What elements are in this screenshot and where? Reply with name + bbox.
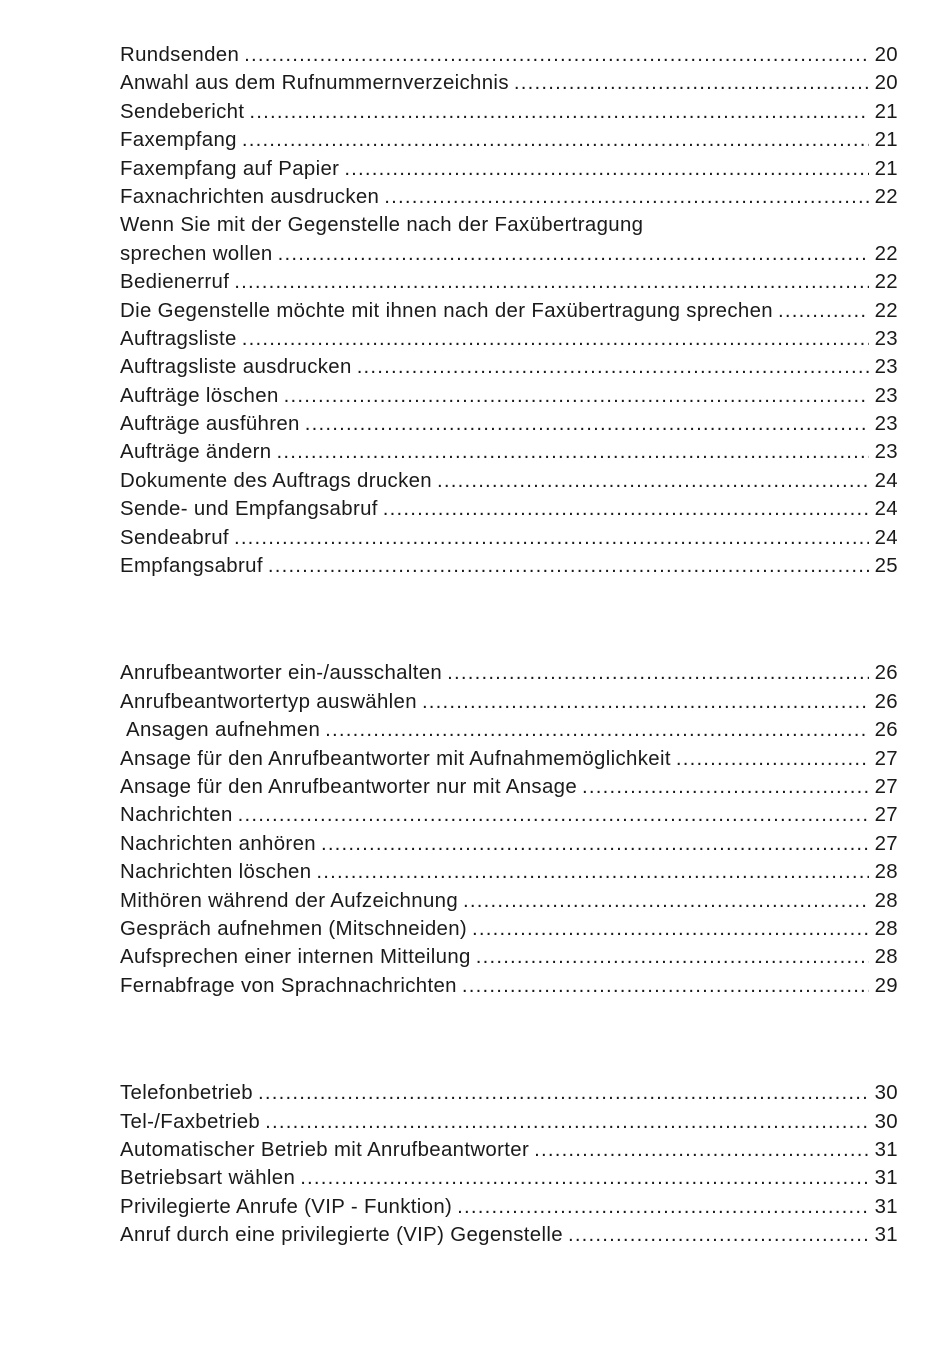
- toc-entry-title: Aufträge löschen: [120, 384, 279, 407]
- table-of-contents: [120, 41, 898, 1249]
- toc-entry-page: 24: [874, 498, 898, 521]
- toc-entry-title: Privilegierte Anrufe (VIP - Funktion): [120, 1195, 453, 1218]
- toc-entry-page: 26: [874, 690, 898, 713]
- toc-entry-page: 20: [874, 72, 898, 95]
- dot-leader: [242, 325, 869, 353]
- toc-section-fax: [120, 41, 898, 580]
- toc-entry-title: Sendebericht: [120, 100, 245, 123]
- toc-entry[interactable]: [120, 972, 898, 1000]
- toc-entry[interactable]: [120, 858, 898, 886]
- toc-entry[interactable]: [120, 410, 898, 438]
- toc-entry-page: 31: [874, 1167, 898, 1190]
- toc-entry-page: 28: [874, 889, 898, 912]
- toc-entry-title: Tel-/Faxbetrieb: [120, 1110, 261, 1133]
- toc-entry[interactable]: [120, 745, 898, 773]
- dot-leader: [383, 495, 869, 523]
- toc-entry[interactable]: [120, 41, 898, 69]
- toc-entry[interactable]: [120, 915, 898, 943]
- dot-leader: [234, 524, 869, 552]
- toc-entry-title: Anruf durch eine privilegierte (VIP) Gegenstelle: [120, 1224, 563, 1247]
- toc-entry[interactable]: [120, 467, 898, 495]
- toc-entry-title: Aufträge ändern: [120, 441, 272, 464]
- toc-section-answering-machine: [120, 659, 898, 1000]
- toc-entry-page: 31: [874, 1224, 898, 1247]
- toc-entry[interactable]: [120, 1079, 898, 1107]
- toc-entry-title: Telefonbetrieb: [120, 1082, 253, 1105]
- toc-entry[interactable]: [120, 524, 898, 552]
- toc-entry[interactable]: [120, 1164, 898, 1192]
- toc-entry-title: Auftragsliste: [120, 327, 237, 350]
- dot-leader: [422, 688, 869, 716]
- dot-leader: [234, 268, 869, 296]
- toc-entry[interactable]: [120, 830, 898, 858]
- toc-entry-page: 31: [874, 1138, 898, 1161]
- toc-entry[interactable]: [120, 495, 898, 523]
- toc-entry[interactable]: [120, 240, 898, 268]
- toc-entry-title: Faxempfang: [120, 129, 237, 152]
- toc-entry-page: 22: [874, 242, 898, 265]
- toc-entry[interactable]: [120, 887, 898, 915]
- dot-leader: [437, 467, 869, 495]
- toc-entry[interactable]: [120, 382, 898, 410]
- toc-entry[interactable]: [120, 659, 898, 687]
- toc-entry[interactable]: [120, 1136, 898, 1164]
- dot-leader: [514, 69, 869, 97]
- toc-entry-title: Empfangsabruf: [120, 555, 263, 578]
- toc-entry-title: Bedienerruf: [120, 271, 230, 294]
- toc-entry[interactable]: [120, 98, 898, 126]
- dot-leader: [472, 915, 869, 943]
- toc-entry-title: Die Gegenstelle möchte mit ihnen nach der Faxübertragung sprechen: [120, 299, 773, 322]
- toc-entry-page: 23: [874, 327, 898, 350]
- toc-entry-page: 22: [874, 185, 898, 208]
- toc-entry-title: Faxnachrichten ausdrucken: [120, 185, 380, 208]
- toc-entry-title: Anwahl aus dem Rufnummernverzeichnis: [120, 72, 509, 95]
- toc-entry-page: 26: [874, 662, 898, 685]
- dot-leader: [462, 972, 869, 1000]
- dot-leader: [316, 858, 869, 886]
- toc-entry-page: 27: [874, 747, 898, 770]
- dot-leader: [534, 1136, 869, 1164]
- toc-entry[interactable]: [120, 438, 898, 466]
- toc-entry[interactable]: [120, 268, 898, 296]
- dot-leader: [463, 887, 869, 915]
- toc-entry-page: 24: [874, 469, 898, 492]
- toc-entry-page: 31: [874, 1195, 898, 1218]
- dot-leader: [249, 98, 869, 126]
- toc-entry-page: 23: [874, 441, 898, 464]
- dot-leader: [384, 183, 869, 211]
- dot-leader: [476, 943, 869, 971]
- toc-entry[interactable]: [120, 943, 898, 971]
- toc-entry[interactable]: [120, 773, 898, 801]
- dot-leader: [582, 773, 869, 801]
- toc-entry-title: Nachrichten anhören: [120, 832, 316, 855]
- toc-entry-page: 21: [874, 157, 898, 180]
- dot-leader: [244, 41, 869, 69]
- toc-entry-title: Auftragsliste ausdrucken: [120, 356, 352, 379]
- dot-leader: [778, 297, 869, 325]
- dot-leader: [321, 830, 869, 858]
- toc-entry-page: 22: [874, 271, 898, 294]
- dot-leader: [568, 1221, 869, 1249]
- dot-leader: [357, 353, 869, 381]
- dot-leader: [457, 1193, 869, 1221]
- toc-entry-title: Mithören während der Aufzeichnung: [120, 889, 459, 912]
- toc-entry-page: 28: [874, 917, 898, 940]
- toc-entry-page: 27: [874, 832, 898, 855]
- dot-leader: [676, 745, 869, 773]
- toc-entry-title: Fernabfrage von Sprachnachrichten: [120, 974, 457, 997]
- toc-entry-title: Aufsprechen einer internen Mitteilung: [120, 946, 471, 969]
- toc-entry-title: Aufträge ausführen: [120, 413, 300, 436]
- toc-entry[interactable]: [120, 155, 898, 183]
- toc-entry-title: Sende- und Empfangsabruf: [120, 498, 378, 521]
- toc-entry[interactable]: [120, 325, 898, 353]
- toc-entry[interactable]: [120, 1108, 898, 1136]
- dot-leader: [277, 438, 870, 466]
- toc-entry-page: 28: [874, 861, 898, 884]
- toc-entry-title: Faxempfang auf Papier: [120, 157, 340, 180]
- toc-entry[interactable]: [120, 1193, 898, 1221]
- dot-leader: [305, 410, 869, 438]
- dot-leader: [344, 155, 869, 183]
- toc-entry-title: Anrufbeantwortertyp auswählen: [120, 690, 417, 713]
- toc-entry-title: Ansage für den Anrufbeantworter nur mit Ansage: [120, 775, 578, 798]
- toc-entry[interactable]: [120, 688, 898, 716]
- toc-entry[interactable]: [120, 801, 898, 829]
- toc-section-operating-modes: [120, 1079, 898, 1249]
- toc-entry-title: Betriebsart wählen: [120, 1167, 296, 1190]
- toc-entry-title: Nachrichten: [120, 804, 233, 827]
- toc-entry-page: 21: [874, 100, 898, 123]
- dot-leader: [238, 801, 869, 829]
- toc-entry-page: 23: [874, 356, 898, 379]
- toc-entry[interactable]: [120, 353, 898, 381]
- toc-entry-page: 27: [874, 775, 898, 798]
- toc-entry-page: 22: [874, 299, 898, 322]
- toc-entry-title: Gespräch aufnehmen (Mitschneiden): [120, 917, 468, 940]
- dot-leader: [278, 240, 869, 268]
- dot-leader: [447, 659, 869, 687]
- toc-entry[interactable]: [120, 1221, 898, 1249]
- toc-entry[interactable]: [120, 552, 898, 580]
- toc-entry[interactable]: [120, 183, 898, 211]
- toc-entry-page: 30: [874, 1110, 898, 1133]
- dot-leader: [242, 126, 869, 154]
- toc-entry-title-line1[interactable]: Wenn Sie mit der Gegenstelle nach der Faxübertragung: [120, 214, 644, 237]
- toc-entry-page: 28: [874, 946, 898, 969]
- toc-entry[interactable]: [120, 716, 898, 744]
- toc-entry-title: Automatischer Betrieb mit Anrufbeantworter: [120, 1138, 530, 1161]
- toc-entry-title: sprechen wollen: [120, 242, 273, 265]
- toc-entry-title: Dokumente des Auftrags drucken: [120, 469, 432, 492]
- toc-entry-page: 30: [874, 1082, 898, 1105]
- dot-leader: [284, 382, 869, 410]
- toc-entry-page: 25: [874, 555, 898, 578]
- toc-entry[interactable]: [120, 126, 898, 154]
- toc-entry-page: 23: [874, 413, 898, 436]
- dot-leader: [300, 1164, 869, 1192]
- dot-leader: [325, 716, 869, 744]
- toc-entry-page: 27: [874, 804, 898, 827]
- toc-entry-page: 26: [874, 719, 898, 742]
- toc-entry-title: Ansagen aufnehmen: [126, 719, 321, 742]
- toc-entry-page: 20: [874, 44, 898, 66]
- toc-entry[interactable]: [120, 69, 898, 97]
- toc-entry-page: 21: [874, 129, 898, 152]
- toc-entry-title: Anrufbeantworter ein-/ausschalten: [120, 662, 443, 685]
- toc-entry-title: Sendeabruf: [120, 526, 229, 549]
- dot-leader: [258, 1079, 869, 1107]
- toc-entry-page: 29: [874, 974, 898, 997]
- toc-entry-title: Rundsenden: [120, 44, 240, 66]
- toc-entry[interactable]: [120, 297, 898, 325]
- toc-entry-page: 23: [874, 384, 898, 407]
- toc-entry-title: Ansage für den Anrufbeantworter mit Aufnahmemöglichkeit: [120, 747, 671, 770]
- toc-entry-page: 24: [874, 526, 898, 549]
- dot-leader: [268, 552, 869, 580]
- toc-entry-title: Nachrichten löschen: [120, 861, 312, 884]
- dot-leader: [265, 1108, 869, 1136]
